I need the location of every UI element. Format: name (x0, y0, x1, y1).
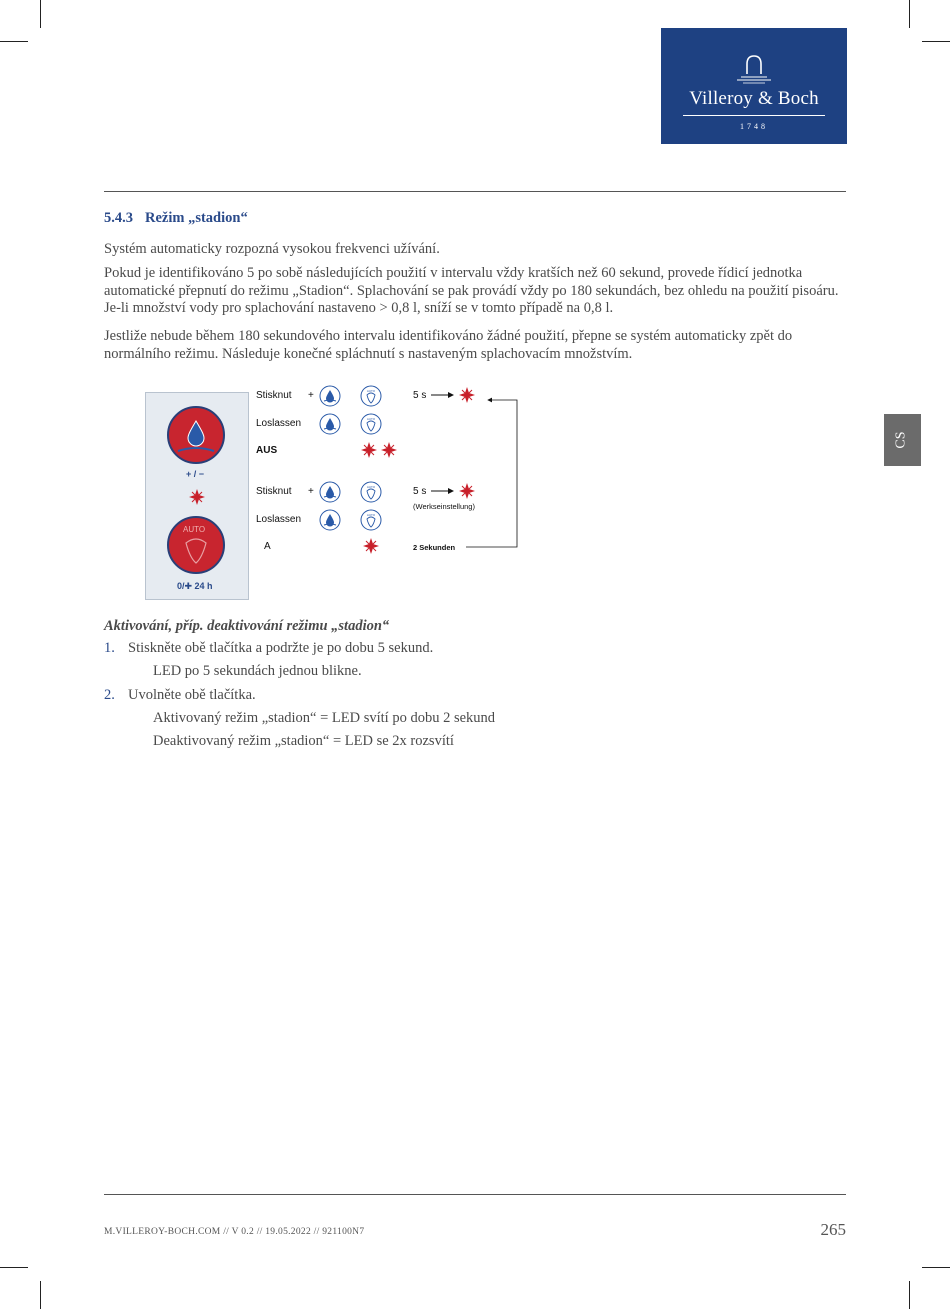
stadion-mode-diagram (135, 373, 540, 605)
led-star-icon (459, 387, 475, 403)
led-star-icon (459, 483, 475, 499)
step-text: Stiskněte obě tlačítka a podržte je po dobu 5 sekund. (128, 640, 434, 656)
row-plus: + (308, 390, 314, 401)
diagram-graphics: AUTO (140, 380, 540, 605)
led-star-icon (381, 442, 397, 458)
crop-mark (909, 0, 910, 28)
auto-button-icon (361, 510, 381, 530)
logo-year: 1748 (740, 122, 768, 131)
timing-label: 5 s (413, 486, 427, 497)
row-label: A (264, 541, 271, 552)
language-tab-label: CS (893, 431, 909, 449)
werkseinstellung-label: (Werkseinstellung) (413, 502, 475, 511)
brand-logo (661, 28, 847, 144)
crop-mark (922, 1267, 950, 1268)
feedback-arrow (466, 400, 517, 547)
led-star-icon (363, 538, 379, 554)
step-number: 2. (104, 687, 115, 703)
section-title: Režim „stadion“ (145, 210, 248, 226)
led-star-icon (361, 442, 377, 458)
crop-mark (909, 1281, 910, 1309)
row-label: Stisknut (256, 486, 292, 497)
section-number: 5.4.3 (104, 210, 133, 226)
header-rule (104, 191, 846, 192)
logo-brand-text: Villeroy & Boch (689, 88, 819, 109)
auto-button-icon (361, 386, 381, 406)
drop-button-icon (320, 482, 340, 502)
paragraph: Pokud je identifikováno 5 po sobě následujících použití v intervalu vždy kratších než 60 sekund, provede řídicí jednotka automatické přepnutí do režimu „Stadion“. Splachování se pak provádí vždy po 180 sekundách, bez ohledu na použití pisoáru. Je-li množství vody pro splachování nastaveno > 0,8 l, sníží se v tomto případě na 0,8 l. (104, 265, 839, 316)
timing-label: 5 s (413, 390, 427, 401)
crop-mark (0, 41, 28, 42)
sekunden-label: 2 Sekunden (413, 543, 456, 552)
plus-minus-label: + / − (186, 469, 205, 479)
drop-button-icon (320, 510, 340, 530)
crop-mark (922, 41, 950, 42)
logo-underline (683, 115, 825, 116)
auto-button-icon (361, 482, 381, 502)
timer-label: 0/✚ 24 h (177, 581, 213, 591)
page-number: 265 (820, 1220, 846, 1239)
step-text: Uvolněte obě tlačítka. (128, 687, 256, 703)
language-tab (884, 414, 921, 466)
step-detail: LED po 5 sekundách jednou blikne. (153, 663, 362, 679)
crop-mark (40, 0, 41, 28)
crop-mark (40, 1281, 41, 1309)
footer-rule (104, 1194, 846, 1195)
section-heading (104, 210, 248, 227)
row-label: Stisknut (256, 390, 292, 401)
crop-mark (0, 1267, 28, 1268)
row-plus: + (308, 486, 314, 497)
paragraph: Systém automaticky rozpozná vysokou frekvenci užívání. (104, 241, 440, 257)
step-number: 1. (104, 640, 115, 656)
auto-button-icon (361, 414, 381, 434)
footer-info: M.VILLEROY-BOCH.COM // V 0.2 // 19.05.2022 // 921100N7 (104, 1227, 365, 1237)
arch-icon (661, 28, 847, 88)
step-detail: Aktivovaný režim „stadion“ = LED svítí po dobu 2 sekund (153, 710, 496, 726)
step-detail: Deaktivovaný režim „stadion“ = LED se 2x rozsvítí (153, 733, 454, 749)
auto-label: AUTO (183, 525, 206, 534)
subheading: Aktivování, příp. deaktivování režimu „stadion“ (104, 618, 390, 634)
drop-button-icon (320, 386, 340, 406)
row-label: Loslassen (256, 514, 302, 525)
paragraph: Jestliže nebude během 180 sekundového intervalu identifikováno žádné použití, přepne se systém automaticky zpět do normálního režimu. Následuje konečné spláchnutí s nastaveným splachovacím množstvím. (104, 328, 793, 362)
row-label: Loslassen (256, 418, 302, 429)
drop-button-icon (320, 414, 340, 434)
row-label: AUS (256, 445, 278, 456)
